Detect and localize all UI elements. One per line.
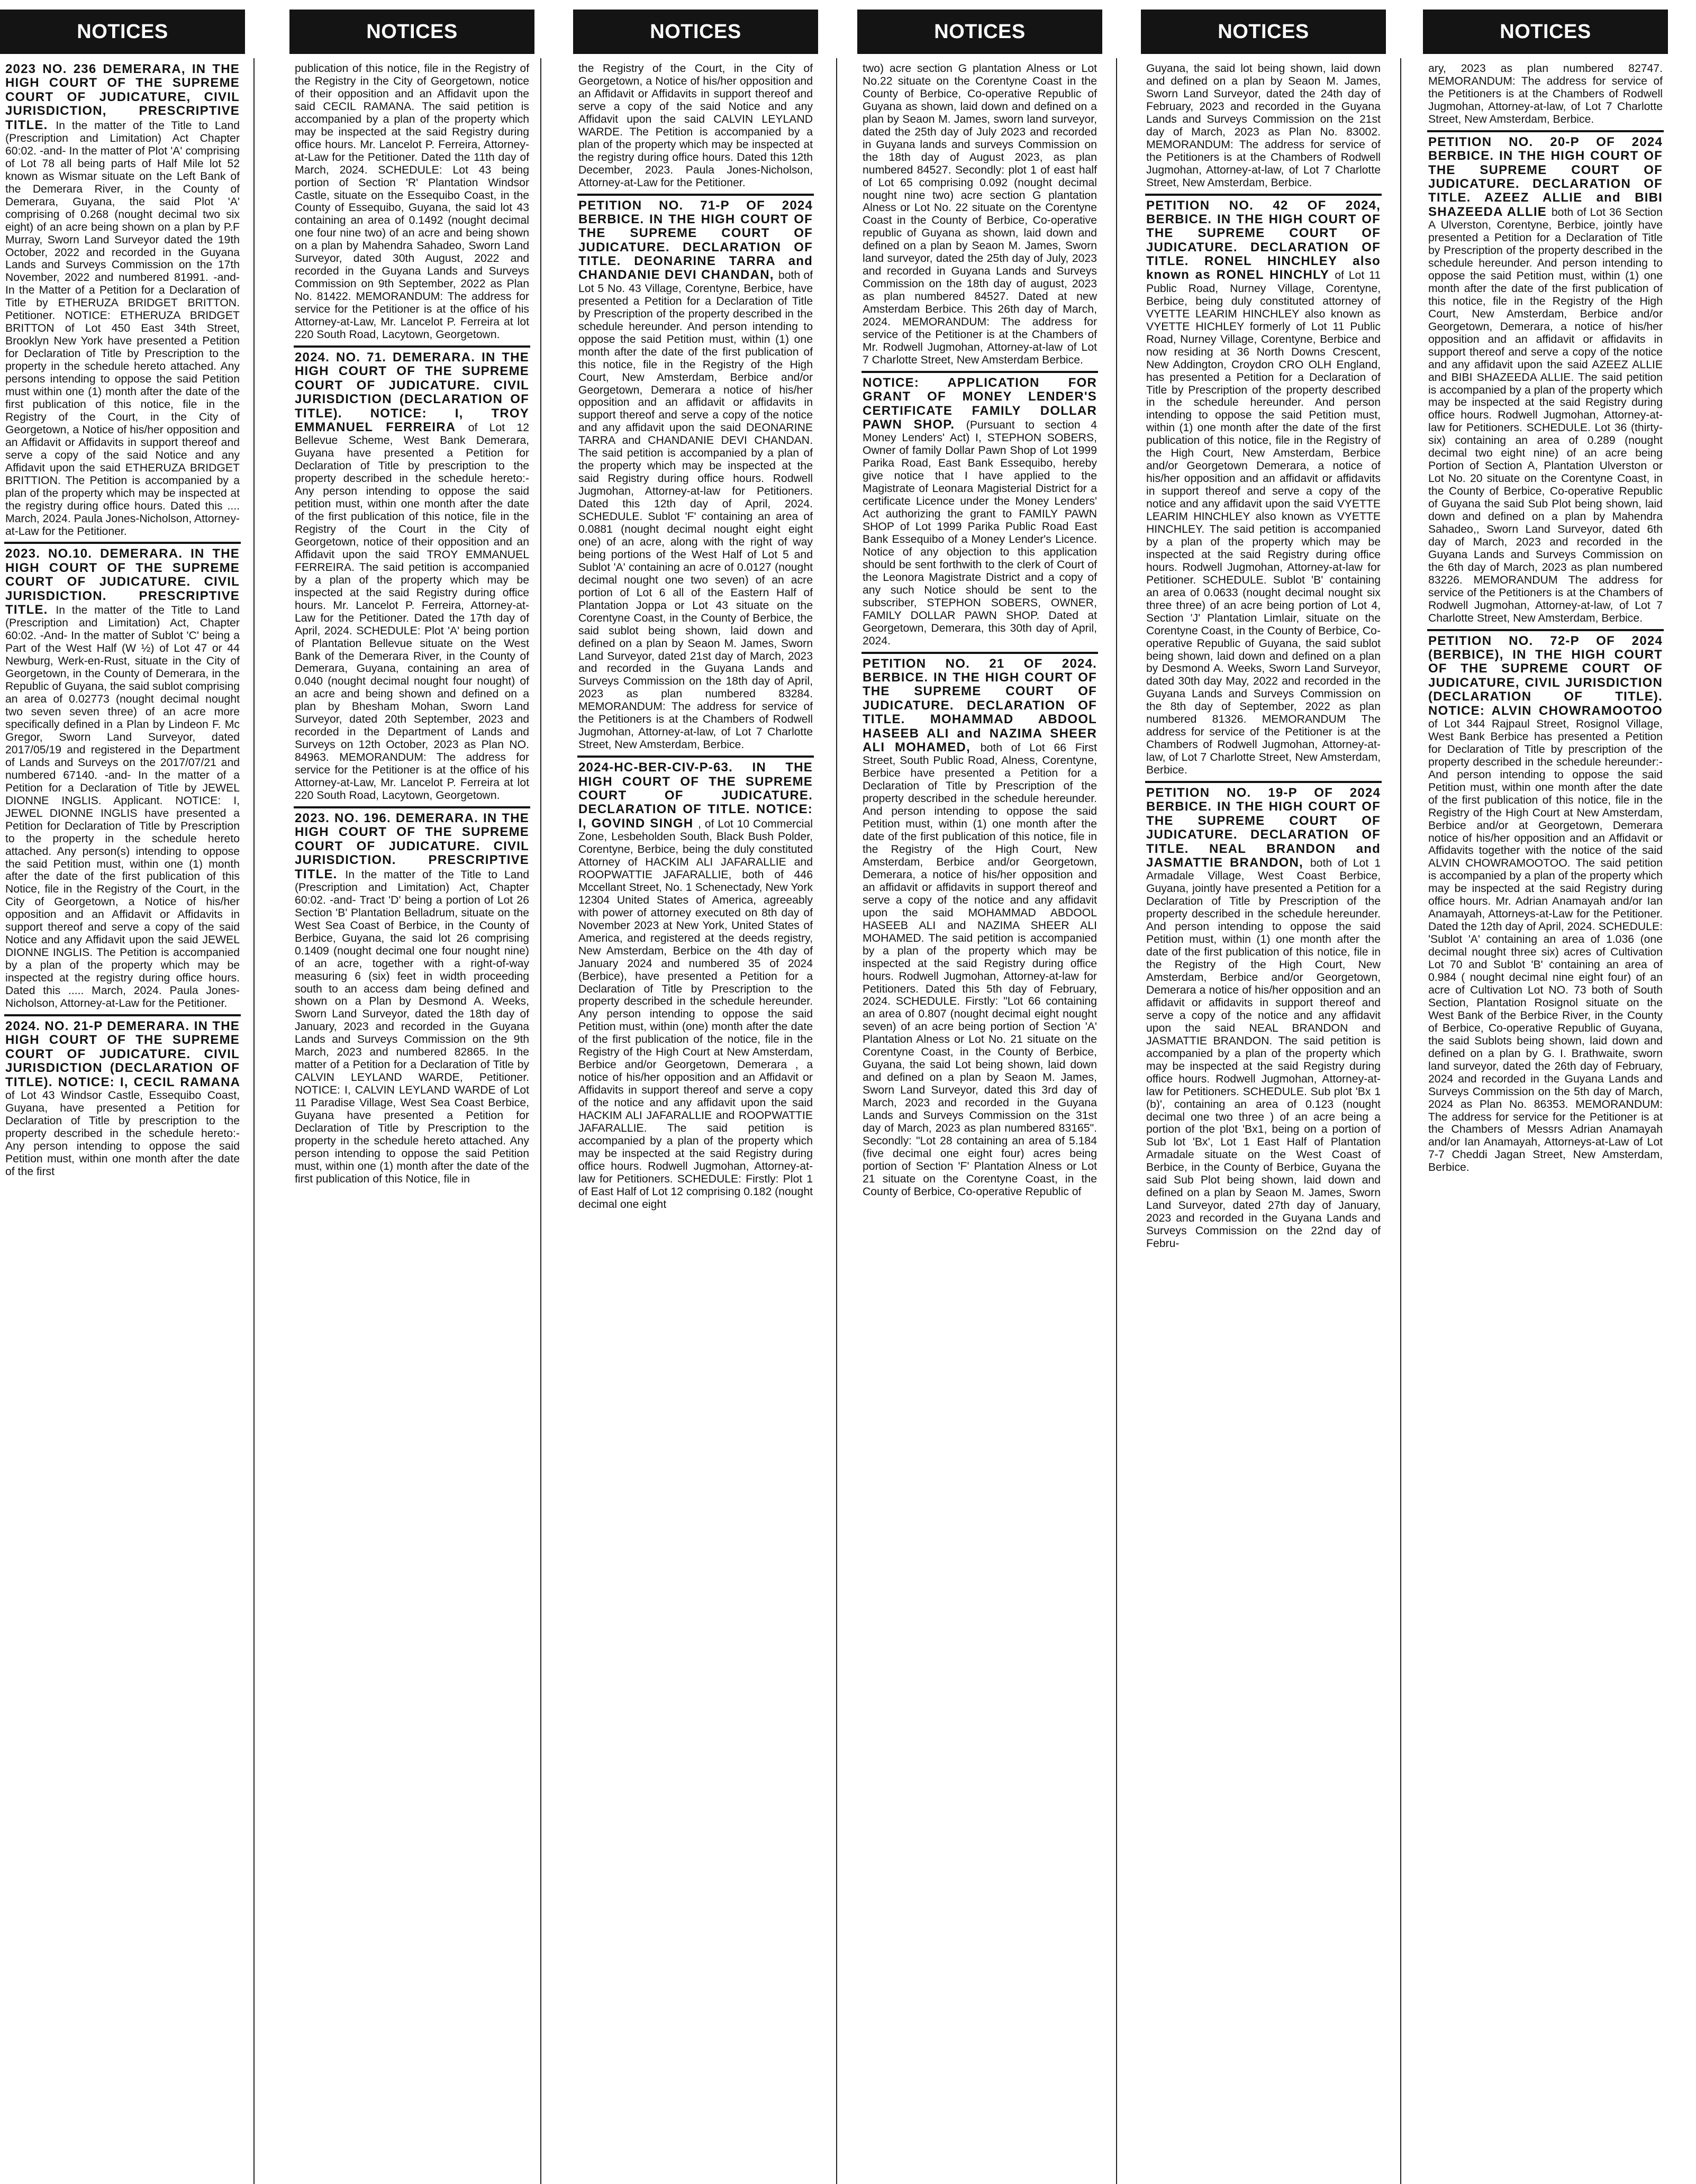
notice-body: of Lot 344 Rajpaul Street, Rosignol Village, West Bank Berbice has presented a Petition for Declaration of Title by prescription of the property described in the schedule hereunder:- And person intending to oppose the said Petition must, within one month after the date of the first publication of this notice, file in the Registry of the High Court at New Amsterdam, Berbice and/or at Georgetown, Demerara notice of his/her opposition and an Affidavit or Affidavits together with the notice of the said ALVIN CHOWRAMOOTOO. The said petition is accompanied by a plan of the property which may be inspected at the said Registry during office hours. Mr. Adrian Anamayah and/or Ian Anamayah, Attorneys-at-Law for the Petitioner. Dated the 12th day of April, 2024. SCHEDULE: 'Sublot 'A' containing an area of 1.036 (one decimal nought three six) acres of Cultivation Lot 70 and Sublot 'B' containing an area of 0.984 ( nought decimal nine eight four) of an acre of Cultivation Lot NO. 73 both of South Section, Plantation Rosignol situate on the West Bank of the Berbice River, in the County of Berbice, Co-operative Republic of Guyana, the said Sublots being shown, laid down and defined on a plan by G. I. Brathwaite, sworn land surveyor, dated the 26th day of February, 2024 and recorded in the Guyana Lands and Surveys Commission on the 5th day of March, 2024 as Plan No. 86353. MEMORANDUM: The address for service for the Petitioner is at the Chambers of Messrs Adrian Anamayah and/or Ian Anamayah, Attorneys-at-Law of Lot 7-7 Cheddi Jagan Street, New Amsterdam, Berbice.: [1428, 717, 1663, 1174]
notice-body: two) acre section G plantation Alness or Lot No.22 situate on the Corentyne Coast in the County of Berbice, Co-operative Republic of Guyana as shown, laid down and defined on a plan by Seaon M. James, sworn land surveyor, dated the 25th day of July 2023 and recorded in Guyana lands and surveys Commission on the 18th day of August 2023, as plan numbered 84527. Secondly: plot 1 of east half of Lot 65 comprising 0.092 (nought decimal nought nine two) acre section G plantation Alness or Lot No. 22 situate on the Corentyne Coast in the County of Berbice, Co-operative republic of Guyana as shown, laid down and defined on a plan by Seaon M. James, Sworn land surveyor, dated the 25th day of July, 2023 and recorded in Guyana Lands and Surveys Commission on the 18th day of august, 2023 as plan numbered 84527. Dated at new Amsterdam Berbice. This 26th day of March, 2024. MEMORANDUM: The address for service of the Petitioner is at the Chambers of Mr. Rodwell Jugmohan, Attorney-at-law of Lot 7 Charlotte Street, New Amsterdam Berbice.: [863, 62, 1097, 366]
notice-body: both of Lot 1 Armadale Village, West Coast Berbice, Guyana, jointly have presented a Petition for a Declaration of Title by Prescription of the property described in the schedule hereunder. And person intending to oppose the said Petition must, within (1) one month after the date of the first publication of this notice, file in the Registry of the High Court, New Amsterdam, Berbice and/or Georgetown, Demerara a notice of his/her opposition and an affidavit or affidavits in support thereof and serve a copy of the notice and any affidavit upon the said NEAL BRANDON and JASMATTIE BRANDON. The said petition is accompanied by a plan of the property which may be inspected at the said Registry during office hours. Rodwell Jugmohan, Attorney-at-law for Petitioners. SCHEDULE. Sub plot 'Bx 1 (b)', containing an area of 0.123 (nought decimal one two three ) of an acre being a portion of the plot 'Bx1, being on a portion of Sub lot 'Bx', Lot 1 East Half of Plantation Armadale situate on the West Coast of Berbice, in the County of Berbice, Guyana the said Sub Plot being shown, laid down and defined on a plan by Seaon M. James, Sworn Land Surveyor, dated 27th day of January, 2023 and recorded in the Guyana Lands and Surveys Commission on the 22nd day of Febru-: [1146, 857, 1381, 1250]
column-header: NOTICES: [289, 10, 534, 54]
notice-body: the Registry of the Court, in the City of Georgetown, a Notice of his/her opposition and an Affidavit or Affidavits in support thereof and serve a copy of the said Notice and any Affidavit upon the said CALVIN LEYLAND WARDE. The Petition is accompanied by a plan of the property which may be inspected at the registry during office hours. Dated this 12th December, 2023. Paula Jones-Nicholson, Attorney-at-Law for the Petitioner.: [578, 62, 813, 189]
notice-body: publication of this notice, file in the Registry of the Registry in the City of Georgetown, notice of their opposition and an Affidavit upon the said CECIL RAMANA. The said petition is accompanied by a plan of the property which may be inspected at the said Registry during office hours. Mr. Lancelot P. Ferreira, Attorney-at-Law for the Petitioner. Dated the 11th day of March, 2024. SCHEDULE: Lot 43 being portion of Section 'R' Plantation Windsor Castle, situate on the Essequibo Coast, in the County of Essequibo, Guyana, the said lot 43 containing an area of 0.1492 (nought decimal one four nine two) of an acre and being shown on a plan by Mahendra Sahadeo, Sworn Land Surveyor, dated 30th August, 2022 and recorded in the Guyana Lands and Surveys Commission on 9th September, 2022 as Plan No. 81422. MEMORANDUM: The address for service for the Petitioner is at the office of his Attorney-at-Law, Mr. Lancelot P. Ferreira at lot 220 South Road, Lacytown, Georgetown.: [295, 62, 529, 341]
notice-heading: 2024. NO. 71. DEMERARA. IN THE HIGH COURT OF THE SUPREME COURT OF JUDICATURE. CIVIL JURISDICTION (DECLARATION OF TITLE). NOTICE: I, TROY EMMANUEL FERREIRA: [295, 350, 529, 434]
notice-item: [577, 758, 814, 1215]
notice-heading: PETITION NO. 19-P OF 2024 BERBICE. IN THE HIGH COURT OF THE SUPREME COURT OF JUDICATURE. DECLARATION OF TITLE. NEAL BRANDON and JASMATTIE BRANDON,: [1146, 786, 1381, 870]
notice-heading: 2023. NO.10. DEMERARA. IN THE HIGH COURT OF THE SUPREME COURT OF JUDICATURE. CIVIL JURISDICTION. PRESCRIPTIVE TITLE.: [5, 547, 240, 617]
notices-column-3: [573, 10, 818, 2184]
column-divider: [836, 58, 837, 2184]
notice-item: [294, 348, 530, 808]
notice-item: [577, 196, 814, 758]
notice-item: [4, 544, 241, 1016]
column-header: NOTICES: [1141, 10, 1386, 54]
notice-item: [1145, 783, 1382, 1254]
notices-column-1: [0, 10, 245, 2184]
notice-body: , of Lot 10 Commercial Zone, Lesbeholden South, Black Bush Polder, Corentyne, Berbice, being the duly constituted Attorney of HACKIM ALI JAFARALLIE and ROOPWATTIE JAFARALLIE, both of 446 Mccellant Street, No. 1 Schenectady, New York 12304 United States of America, agreeably with power of attorney executed on 8th day of November 2023 at New York, United States of America, and registered at the deeds registry, New Amsterdam, Berbice on the 4th day of January 2024 and numbered 35 of 2024 (Berbice), have presented a Petition for a Declaration of Title by Prescription to the property described in the schedule hereunder. Any person intending to oppose the said Petition must, within (one) month after the date of the first publication of the notice, file in the Registry of the High Court at New Amsterdam, Berbice and/or Georgetown, Demerara , a notice of his/her opposition and an Affidavit or Affidavits in support thereof and serve a copy of the notice and any affidavit upon the said HACKIM ALI JAFARALLIE and ROOPWATTIE JAFARALLIE. The said petition is accompanied by a plan of the property which may be inspected at the said Registry during office hours. Rodwell Jugmohan, Attorney-at-law for Petitioners. SCHEDULE: Firstly: Plot 1 of East Half of Lot 12 comprising 0.182 (nought decimal one eight: [578, 817, 813, 1211]
notice-item: [1427, 631, 1664, 1179]
notice-item: [1427, 59, 1664, 132]
notice-body: In the matter of the Title to Land (Prescription and Limitation) Act, Chapter 60:02. -And- In the matter of Sublot 'C' being a Part of the West Half (W ½) of Lot 47 or 44 Newburg, Werk-en-Rust, situate in the City of Georgetown, in the County of Demerara, in the Republic of Guyana, the said sublot comprising an area of 0.02773 (nought decimal nought two seven seven three) of an acre more specifically defined in a Plan by Lindeon F. Mc Gregor, Sworn Land Surveyor, dated 2017/05/19 and registered in the Department of Lands and Surveys on the 2017/07/21 and numbered 67140. -and- In the matter of a Petition for a Declaration of Title by JEWEL DIONNE INGLIS. Applicant. NOTICE: I, JEWEL DIONNE INGLIS have presented a Petition for Declaration of Title by Prescription to the property in the schedule hereto attached. Any person(s) intending to oppose the said Petition must, within one (1) month after the date of the first publication of this Notice, file in the Registry of the Court, in the City of Georgetown, a Notice of his/her opposition and an Affidavit or Affidavits in support thereof and serve a copy of the said Notice and any Affidavit upon the said JEWEL DIONNE INGLIS. The Petition is accompanied by a plan of the property which may be inspected at the registry during office hours. Dated this ..... March, 2024. Paula Jones-Nicholson, Attorney-at-Law for the Petitioner.: [5, 604, 240, 1009]
column-header: NOTICES: [1423, 10, 1668, 54]
notices-column-6: [1423, 10, 1668, 2184]
notice-item: [294, 59, 530, 348]
notices-column-4: [857, 10, 1102, 2184]
notice-body: ary, 2023 as plan numbered 82747. MEMORANDUM: The address for service of the Petitioners is at the Chambers of Rodwell Jugmohan, Attorney-at-law, of Lot 7 Charlotte Street, New Amsterdam, Berbice.: [1428, 62, 1663, 125]
notice-body: both of Lot 36 Section A Ulverston, Corentyne, Berbice, jointly have presented a Petition for a Declaration of Title by Prescription of the property described in the schedule hereunder. And person intending to oppose the said Petition must, within (1) one month after the date of the first publication of this notice, file in the Registry of the High Court, New Amsterdam, Berbice and/or Georgetown, Demerara, a notice of his/her opposition and an affidavit or affidavits in support thereof and serve a copy of the notice and any affidavit upon the said AZEEZ ALLIE and BIBI SHAZEEDA ALLIE. The said petition is accompanied by a plan of the property which may be inspected at the said Registry during office hours. Rodwell Jugmohan, Attorney-at-law for Petitioners. SCHEDULE. Lot 36 (thirty-six) containing an area of 0.289 (nought decimal two eight nine) of an acre being Portion of Section A, Plantation Ulverston or Lot No. 20 situate on the Corentyne Coast, in the County of Berbice, Co-operative Republic of Guyana the said Sub Plot being shown, laid down and defined on a plan by Mahendra Sahadeo,, Sworn Land Surveyor, dated 6th day of March, 2023 and recorded in the Guyana Lands and Surveys Commission on the 6th day of March, 2023 as plan numbered 83226. MEMORANDUM The address for service of the Petitioners is at the Chambers of Rodwell Jugmohan, Attorney-at-law, of Lot 7 Charlotte Street, New Amsterdam, Berbice.: [1428, 206, 1663, 624]
notice-body: of Lot 43 Windsor Castle, Essequibo Coast, Guyana, have presented a Petition for Declaration of Title by prescription to the property described in the schedule hereto:- Any person intending to oppose the said Petition must, within one month after the date of the first: [5, 1089, 240, 1178]
column-header: NOTICES: [0, 10, 245, 54]
notice-heading: NOTICE: APPLICATION FOR GRANT OF MONEY LENDER'S CERTIFICATE FAMILY DOLLAR PAWN SHOP.: [863, 375, 1097, 432]
notice-heading: 2024. NO. 21-P DEMERARA. IN THE HIGH COURT OF THE SUPREME COURT OF JUDICATURE. CIVIL JURISDICTION (DECLARATION OF TITLE). NOTICE: I, CECIL RAMANA: [5, 1018, 240, 1089]
notice-body: (Pursuant to section 4 Money Lenders' Act) I, STEPHON SOBERS, Owner of family Dollar Pawn Shop of Lot 1999 Parika Road, East Bank Essequibo, hereby give notice that I have applied to the Magistrate of Leonara Magisterial District for a certificate Licence under the Money Lenders' Act authorizing the grant to FAMILY PAWN SHOP of Lot 1999 Parika Public Road East Bank Essequibo of a Money Lender's Licence. Notice of any objection to this application should be sent forthwith to the clerk of Court of the Leonora Magistrate District and a copy of any such Notice should be sent to the subscriber, STEPHON SOBERS, OWNER, FAMILY DOLLAR PAWN SHOP. Dated at Georgetown, Demerara, this 30th day of April, 2024.: [863, 419, 1097, 647]
notice-body: both of Lot 66 First Street, South Public Road, Alness, Corentyne, Berbice have presented a Petition for a Declaration of Title by Prescription of the property described in the schedule hereunder. And person intending to oppose the said Petition must, within (1) one month after the date of the first publication of this notice, file in the Registry of the High Court, New Amsterdam, Berbice and/or Georgetown, Demerara, a notice of his/her opposition and an affidavit or affidavits in support thereof and serve a copy of the notice and any affidavit upon the said MOHAMMAD ABDOOL HASEEB ALI and NAZIMA SHEER ALI MOHAMED. The said petition is accompanied by a plan of the property which may be inspected at the said Registry during office hours. Rodwell Jugmohan, Attorney-at-law for Petitioners. Dated this 5th day of February, 2024. SCHEDULE. Firstly: "Lot 66 containing an area of 0.807 (nought decimal eight nought seven) of an acre being portion of Section 'A' Plantation Alness or Lot No. 21 situate on the Corentyne Coast, in the County of Berbice, Guyana, the said Lot being shown, laid down and defined on a plan by Seaon M. James, Sworn Land Surveyor, dated this 3rd day of March, 2023 and recorded in the Guyana Lands and Surveys Commission on the 31st day of March, 2023 as plan numbered 83165". Secondly: "Lot 28 containing an area of 5.184 (five decimal one eight four) acres being portion of Section 'F' Plantation Alness or Lot 21 situate on the Corentyne Coast, in the County of Berbice, Co-operative Republic of: [863, 741, 1097, 1198]
notices-column-5: [1141, 10, 1386, 2184]
notice-heading: PETITION NO. 20-P OF 2024 BERBICE. IN THE HIGH COURT OF THE SUPREME COURT OF JUDICATURE. DECLARATION OF TITLE. AZEEZ ALLIE and BIBI SHAZEEDA ALLIE: [1428, 134, 1663, 219]
notice-item: [861, 373, 1098, 654]
notice-heading: 2023. NO. 196. DEMERARA. IN THE HIGH COURT OF THE SUPREME COURT OF JUDICATURE. CIVIL JURISDICTION. PRESCRIPTIVE TITLE.: [295, 811, 529, 881]
notice-item: [577, 59, 814, 196]
notice-body: In the matter of the Title to Land (Prescription and Limitation) Act Chapter 60:02. -and- In the matter of Plot 'A' comprising of Lot 78 all being parts of Half Mile lot 52 known as Wismar situate on the Left Bank of the Demerara River, in the County of Demerara, Guyana, the said Plot 'A' comprising of 0.268 (nought decimal two six eight) of an acre being shown on a plan by P.F Murray, Sworn Land Surveyor dated the 19th October, 2022 and recorded in the Guyana Lands and Surveys Commission on the 17th November, 2022 and numbered 81991. -and- In the Matter of a Petition for a Declaration of Title by ETHERUZA BRIDGET BRITTON. Petitioner. NOTICE: ETHERUZA BRIDGET BRITTON of Lot 450 East 34th Street, Brooklyn New York have presented a Petition for Declaration of Title by Prescription to the property in the schedule hereto attached. Any persons intending to oppose the said Petition must within one (1) month after the date of the first publication of this notice, file in the Registry of the Court, in the City of Georgetown, a Notice of his/her opposition and an Affidavit or Affidavits in support thereof and serve a copy of the said Notice and any Affidavit upon the said ETHERUZA BRIDGET BRITTION. The Petition is accompanied by a plan of the property which may be inspected at the registry during office hours. Dated this .... March, 2024. Paula Jones-Nicholson, Attorney-at-Law for the Petitioner.: [5, 119, 240, 538]
notice-body: both of Lot 5 No. 43 Village, Corentyne, Berbice, have presented a Petition for a Declaration of Title by Prescription of the property described in the schedule hereunder. And person intending to oppose the said Petition must, within (1) one month after the date of the first publication of this notice, file in the Registry of the High Court, New Amsterdam, Berbice and/or Georgetown, Demerara a notice of his/her opposition and an affidavit or affidavits in support thereof and serve a copy of the notice and any affidavit upon the said DEONARINE TARRA and CHANDANIE DEVI CHANDAN. The said petition is accompanied by a plan of the property which may be inspected at the said Registry during office hours. Rodwell Jugmohan, Attorney-at-law for Petitioners. Dated this 12th day of April, 2024. SCHEDULE. Sublot 'F' containing an area of 0.0881 (nought decimal nought eight eight one) of an acre, along with the right of way being portions of the West Half of Lot 5 and Sublot 'A' containing an acre of 0.0127 (nought decimal nought one two seven) of an acre portion of Lot 6 all of the Eastern Half of Plantation Joppa or Lot 43 situate on the Corentyne Coast, in the County of Berbice, the said sublot being shown, laid down and defined on a plan by Seaon M. James, Sworn Land Surveyor, dated 21st day of March, 2023 and recorded in the Guyana Lands and Surveys Commission on the 18th day of April, 2023 as plan numbered 83284. MEMORANDUM: The address for service of the Petitioners is at the Chambers of Rodwell Jugmohan, Attorney-at-law, of Lot 7 Charlotte Street, New Amsterdam, Berbice.: [578, 269, 813, 751]
notice-item: [4, 1016, 241, 1182]
notice-body: of Lot 11 Public Road, Nurney Village, Corentyne, Berbice, being duly constituted attorney of VYETTE LEARIM HINCHLEY also known as VYETTE HICHLEY formerly of Lot 11 Public Road, Nurney Village, Corentyne, Berbice and now residing at 36 North Downs Crescent, New Addington, Croydon CRO OLH England, has presented a Petition for a Declaration of Title by Prescription of the property described in the schedule hereunder. And person intending to oppose the said Petition must, within (1) one month after the date of the first publication of this notice, file in the Registry of the High Court, New Amsterdam, Berbice and/or Georgetown Demerara, a notice of his/her opposition and an affidavit or affidavits in support thereof and serve a copy of the notice and any affidavit upon the said VYETTE LEARIM HINCHLEY also known as VYETTE HINCHLEY. The said petition is accompanied by a plan of the property which may be inspected at the said Registry during office hours. Rodwell Jugmohan, Attorney-at-law for Petitioner. SCHEDULE. Sublot 'B' containing an area of 0.0633 (nought decimal nought six three three) of an acre being portion of Lot 4, Section 'J' Plantation Limlair, situate on the Corentyne Coast, in the County of Berbice, Co-operative Republic of Guyana, the said sublot being shown, laid down and defined on a plan by Desmond A. Weeks, Sworn Land Surveyor, dated 30th day May, 2022 and recorded in the Guyana Lands and Surveys Commission on the 8th day of September, 2022 as plan numbered 81326. MEMORANDUM The address for service of the Petitioner is at the Chambers of Rodwell Jugmohan, Attorney-at-law, of Lot 7 Charlotte Street, New Amsterdam, Berbice.: [1146, 269, 1381, 777]
notice-heading: 2023 NO. 236 DEMERARA, IN THE HIGH COURT OF THE SUPREME COURT OF JUDICATURE, CIVIL JURISDICTION, PRESCRIPTIVE TITLE.: [5, 62, 240, 132]
notice-item: [1145, 59, 1382, 196]
notice-item: [1145, 196, 1382, 784]
column-header: NOTICES: [857, 10, 1102, 54]
column-divider: [1116, 58, 1117, 2184]
notice-heading: PETITION NO. 42 OF 2024, BERBICE. IN THE HIGH COURT OF THE SUPREME COURT OF JUDICATURE. DECLARATION OF TITLE. RONEL HINCHLEY also known as RONEL HINCHLY: [1146, 198, 1381, 283]
notice-item: [861, 59, 1098, 373]
notice-body: of Lot 12 Bellevue Scheme, West Bank Demerara, Guyana have presented a Petition for Declaration of Title by prescription to the property described in the schedule hereto:- Any person intending to oppose the said petition must, within one month after the date of the first publication of this notice, file in the Registry of the Court in the City of Georgetown, notice of their opposition and an Affidavit upon the said TROY EMMANUEL FERREIRA. The said petition is accompanied by a plan of the property which may be inspected at the said Registry during office hours. Mr. Lancelot P. Ferreira, Attorney-at-Law for the Petitioner. Dated the 17th day of April, 2024. SCHEDULE: Plot 'A' being portion of Plantation Bellevue situate on the West Bank of the Demerara River, in the County of Demerara, Guyana, containing an area of 0.040 (nought decimal nought four nought) of an acre and being shown and defined on a plan by Bhesham Mohan, Sworn Land Surveyor, dated 20th September, 2023 and recorded in the Department of Lands and Surveys on 12th October, 2023 as Plan NO. 84963. MEMORANDUM: The address for service for the Petitioner is at the office of his Attorney-at-Law, Mr. Lancelot P. Ferreira at lot 220 South Road, Lacytown, Georgetown.: [295, 421, 529, 802]
notice-item: [1427, 132, 1664, 631]
column-divider: [253, 58, 255, 2184]
notice-heading: PETITION NO. 21 OF 2024. BERBICE. IN THE HIGH COURT OF THE SUPREME COURT OF JUDICATURE. DECLARATION OF TITLE. MOHAMMAD ABDOOL HASEEB ALI and NAZIMA SHEER ALI MOHAMED,: [863, 656, 1097, 754]
notice-body: In the matter of the Title to Land (Prescription and Limitation) Act, Chapter 60:02. -and- Tract 'D' being a portion of Lot 26 Section 'B' Plantation Belladrum, situate on the West Sea Coast of Berbice, in the County of Berbice, Guyana, the said lot 26 comprising 0.1409 (nought decimal one four nought nine) of an acre, together with a right-of-way measuring 6 (six) feet in width proceeding south to an access dam being defined and shown on a Plan by Desmond A. Weeks, Sworn Land Surveyor, dated the 18th day of January, 2023 and recorded in the Guyana Lands and Surveys Commission on the 9th March, 2023 and numbered 82865. In the matter of a Petition for a Declaration of Title by CALVIN LEYLAND WARDE, Petitioner. NOTICE: I, CALVIN LEYLAND WARDE of Lot 11 Paradise Village, West Sea Coast Berbice, Guyana have presented a Petition for Declaration of Title by Prescription to the property in the schedule hereto attached. Any person intending to oppose the said Petition must, within one (1) month after the date of the first publication of this Notice, file in: [295, 868, 529, 1185]
notice-item: [294, 808, 530, 1190]
notice-body: Guyana, the said lot being shown, laid down and defined on a plan by Seaon M. James, Sworn Land Surveyor, dated the 24th day of February, 2023 and recorded in the Guyana Lands and Surveys Commission on the 21st day of March, 2023 as Plan No. 83002. MEMORANDUM: The address for service of the Petitioners is at the Chambers of Rodwell Jugmohan, Attorney-at-law, of Lot 7 Charlotte Street, New Amsterdam, Berbice.: [1146, 62, 1381, 189]
notices-column-2: [289, 10, 534, 2184]
column-divider: [1400, 58, 1401, 2184]
notice-heading: 2024-HC-BER-CIV-P-63. IN THE HIGH COURT OF THE SUPREME COURT OF JUDICATURE. DECLARATION OF TITLE. NOTICE: I, GOVIND SINGH: [578, 760, 813, 831]
notice-heading: PETITION NO. 71-P OF 2024 BERBICE. IN THE HIGH COURT OF THE SUPREME COURT OF JUDICATURE. DECLARATION OF TITLE. DEONARINE TARRA and CHANDANIE DEVI CHANDAN,: [578, 198, 813, 283]
notice-heading: PETITION NO. 72-P OF 2024 (BERBICE), IN THE HIGH COURT OF THE SUPREME COURT OF JUDICATURE, CIVIL JURISDICTION (DECLARATION OF TITLE). NOTICE: ALVIN CHOWRAMOOTOO: [1428, 633, 1663, 718]
notice-item: [4, 59, 241, 544]
notice-item: [861, 654, 1098, 1203]
column-header: NOTICES: [573, 10, 818, 54]
column-divider: [540, 58, 541, 2184]
